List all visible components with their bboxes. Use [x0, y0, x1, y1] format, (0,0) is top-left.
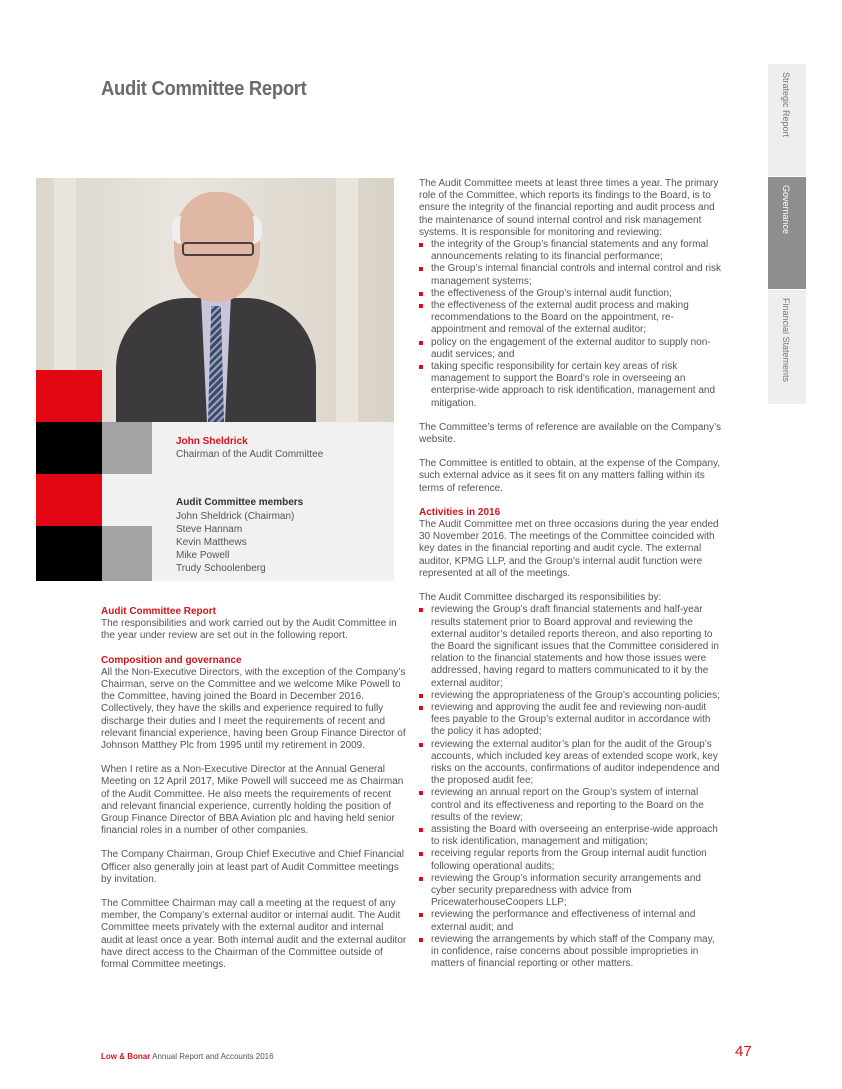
tab-financial-statements[interactable]	[768, 290, 806, 405]
list-item: reviewing the performance and effectiveness of internal and external audit; and	[419, 909, 725, 933]
list-item: policy on the engagement of the external auditor to supply non-audit services; and	[419, 337, 725, 361]
paragraph: The Committee’s terms of reference are available on the Company’s website.	[419, 421, 721, 446]
list-item: reviewing the appropriateness of the Group’s accounting policies;	[419, 690, 725, 702]
member-item: Mike Powell	[176, 550, 230, 561]
section-heading: Activities in 2016	[419, 506, 501, 518]
right-column	[419, 178, 725, 982]
member-item: John Sheldrick (Chairman)	[176, 511, 295, 522]
list-item: the Group’s internal financial controls and internal control and risk management systems;	[419, 263, 725, 287]
section-heading: Audit Committee Report	[101, 606, 216, 617]
list-item: reviewing and approving the audit fee and reviewing non-audit fees payable to the Group’s external auditor in accordance with the policy it has adopted;	[419, 702, 725, 739]
paragraph: When I retire as a Non-Executive Director at the Annual General Meeting on 12 April 2017, Mike Powell will succeed me as Chairman of the Audit Committee. He also meets the requirements of recent and relevant financial experience, currently holding the position of Group Finance Director of BBA Aviation plc and having held senior financial roles in a number of other companies.	[101, 764, 404, 837]
decor-block-black	[36, 422, 102, 474]
decor-block-red	[36, 370, 102, 422]
list-item: reviewing the external auditor’s plan for the audit of the Group’s accounts, which included key areas of extended scope work, key risks on the accounts, confirmations of auditor independence and the proposed audit fee;	[419, 739, 725, 788]
list-item: assisting the Board with overseeing an enterprise-wide approach to risk identification, management and mitigation;	[419, 824, 725, 848]
member-item: Steve Hannam	[176, 524, 243, 535]
paragraph: The Company Chairman, Group Chief Executive and Chief Financial Officer also generally join at least part of Audit Committee meetings by invitation.	[101, 849, 404, 885]
paragraph: The Audit Committee meets at least three times a year. The primary role of the Committee, which reports its findings to the Board, is to ensure the integrity of the financial reporting and audit process and the maintenance of sound internal control and risk management systems. It is responsible for monitoring and reviewing:	[419, 178, 719, 238]
members-list	[176, 510, 294, 575]
footer-brand: Low & Bonar	[101, 1052, 151, 1061]
list-item: the integrity of the Group’s financial statements and any formal announcements relating to its financial performance;	[419, 239, 725, 263]
list-item: reviewing the Group’s information security arrangements and cyber security preparedness with advice from PricewaterhouseCoopers LLP;	[419, 873, 725, 910]
tab-label: Financial Statements	[781, 298, 791, 383]
member-item: Kevin Matthews	[176, 537, 247, 548]
section-heading: Composition and governance	[101, 654, 242, 666]
left-column	[101, 606, 407, 983]
list-item: reviewing an annual report on the Group’s system of internal control and its effectiveness and reporting to the Board on the results of the review;	[419, 787, 725, 824]
tab-label: Strategic Report	[781, 72, 791, 138]
chairman-role: Chairman of the Audit Committee	[176, 449, 324, 460]
decor-block-black	[36, 526, 102, 581]
paragraph: The responsibilities and work carried out by the Audit Committee in the year under review are set out in the following report.	[101, 618, 397, 642]
page-number: 47	[735, 1043, 752, 1060]
tab-label: Governance	[781, 185, 791, 235]
tab-strategic-report[interactable]	[768, 64, 806, 177]
members-heading: Audit Committee members	[176, 497, 304, 508]
tab-governance[interactable]	[768, 177, 806, 290]
decor-block-grey	[102, 526, 152, 581]
list-item: the effectiveness of the Group’s internal audit function;	[419, 288, 725, 300]
bullet-list	[419, 239, 725, 410]
list-item: the effectiveness of the external audit process and making recommendations to the Board on the appointment, re-appointment and removal of the external auditor;	[419, 300, 725, 337]
decor-block-grey	[102, 422, 152, 474]
paragraph: The Audit Committee met on three occasions during the year ended 30 November 2016. The meetings of the Committee coincided with key dates in the financial reporting and audit cycle. The external auditor, KPMG LLP, and the Group’s internal audit function were represented at all of the meetings.	[419, 519, 719, 579]
list-item: taking specific responsibility for certain key areas of risk management to support the Board’s role in overseeing an enterprise-wide approach to risk identification, management and mitigation.	[419, 361, 725, 410]
list-item: reviewing the arrangements by which staff of the Company may, in confidence, raise concerns about possible improprieties in matters of financial reporting or other matters.	[419, 934, 725, 971]
paragraph: The Committee Chairman may call a meeting at the request of any member, the Company’s external auditor or internal audit. The Audit Committee meets privately with the external auditor and internal audit at least once a year. Both internal audit and the external auditor have direct access to the Chairman of the Committee outside of formal Committee meetings.	[101, 898, 407, 971]
list-item: receiving regular reports from the Group internal audit function following operational audits;	[419, 848, 725, 872]
decor-block-red	[36, 474, 102, 526]
bullet-list	[419, 604, 725, 970]
page-title: Audit Committee Report	[101, 78, 307, 100]
paragraph: All the Non-Executive Directors, with the exception of the Company’s Chairman, serve on the Committee and we welcome Mike Powell to the Committee, having joined the Board in December 2016. Collectively, they have the skills and experience required to fully discharge their duties and I meet the requirements of recent and relevant financial experience, having been Group Finance Director of Johnson Matthey Plc from 1995 until my retirement in 2009.	[101, 666, 406, 752]
member-item: Trudy Schoolenberg	[176, 563, 266, 574]
paragraph: The Audit Committee discharged its responsibilities by:	[419, 592, 662, 604]
footer	[101, 1052, 274, 1061]
chairman-name: John Sheldrick	[176, 436, 248, 447]
paragraph: The Committee is entitled to obtain, at the expense of the Company, such external advice as it sees fit on any matters falling within its terms of reference.	[419, 458, 721, 494]
list-item: reviewing the Group’s draft financial statements and half-year results statement prior to Board approval and reviewing the external auditor’s detailed reports thereon, and also reporting to the Board the significant issues that the Committee considered in relation to the financial statements and how those issues were addressed, having regard to matters communicated to it by the external auditor;	[419, 604, 725, 689]
footer-text: Annual Report and Accounts 2016	[150, 1052, 274, 1061]
